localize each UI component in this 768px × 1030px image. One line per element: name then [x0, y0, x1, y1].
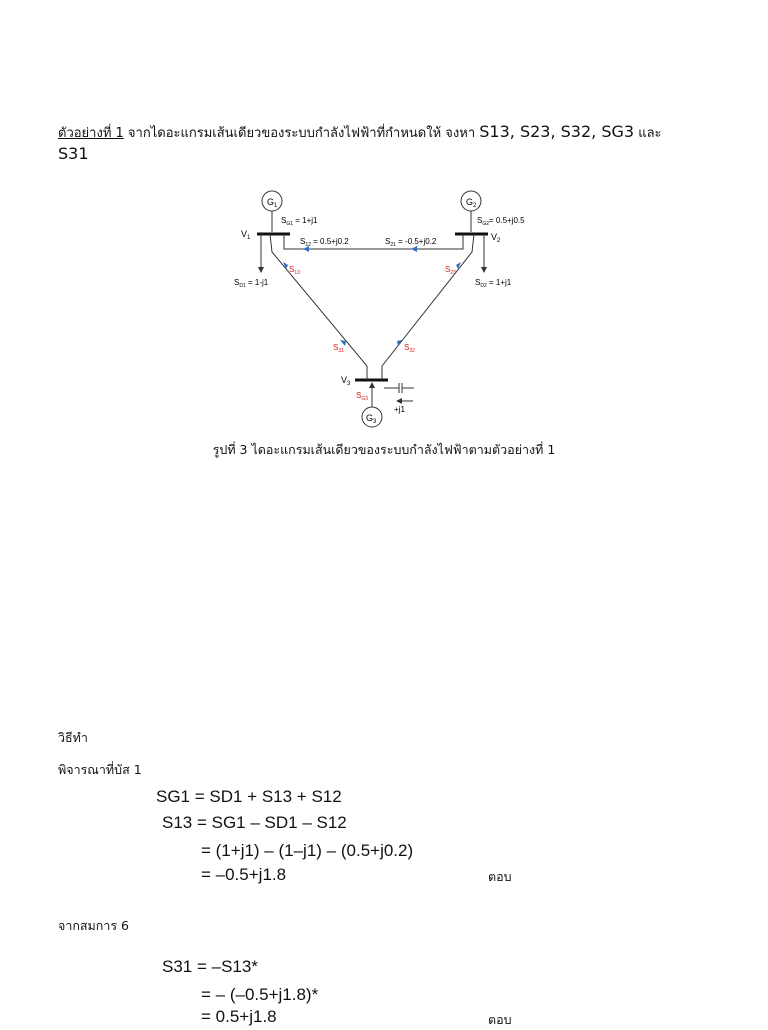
single-line-diagram — [0, 180, 768, 430]
svg-text:G2: $G_2$ — [466, 197, 477, 209]
s21-label: $S_{21} = -0.5+j0.2$ — [385, 237, 437, 248]
s32-label: $S_{32}$ — [404, 343, 415, 354]
generator-g3 — [362, 383, 382, 427]
example-text: จากไดอะแกรมเส้นเดียวของระบบกำลังไฟฟ้าที่กำหนดให้ จงหา — [123, 126, 480, 141]
capacitor — [384, 383, 414, 401]
line-1-3 — [270, 234, 367, 380]
s31-label: $S_{31}$ — [333, 343, 344, 354]
equation-3: = (1+j1) – (1–j1) – (0.5+j0.2) — [201, 841, 414, 860]
sg2-label: $S_{G2}= 0.5+j0.5$ — [477, 216, 525, 227]
sd2-label: $S_{D2} = 1+j1$ — [475, 278, 512, 289]
bus1-heading: พิจารณาที่บัส 1 — [58, 762, 142, 777]
sg3-label: $S_{G3}$ — [356, 391, 369, 402]
bus-2-label: $V_2$ — [491, 232, 501, 244]
from-equation-label: จากสมการ 6 — [58, 918, 130, 933]
capacitor-label: +j1 — [394, 405, 405, 414]
equation-6: = – (–0.5+j1.8)* — [201, 985, 319, 1004]
svg-text:G1: $G_1$ — [267, 197, 278, 209]
arrow-s32 — [397, 340, 402, 346]
equation-1: SG1 = SD1 + S13 + S12 — [156, 787, 342, 806]
equation-2: S13 = SG1 – SD1 – S12 — [162, 813, 347, 832]
example-label: ตัวอย่างที่ 1 — [58, 126, 124, 141]
line-2-3 — [382, 234, 474, 380]
s23-label: $S_{23}$ — [445, 265, 456, 276]
equation-7: = 0.5+j1.8 — [201, 1007, 277, 1026]
example-targets: S13, S23, S32, SG3 — [479, 122, 635, 141]
s13-label: $S_{13}$ — [289, 265, 300, 276]
solution-title: วิธีทำ — [58, 730, 88, 745]
arrow-s21 — [411, 246, 417, 252]
s12-label: $S_{12} = 0.5+j0.2$ — [300, 237, 349, 248]
equation-4: = –0.5+j1.8 — [201, 865, 287, 884]
arrow-s31 — [340, 340, 346, 346]
answer-label-1: ตอบ — [488, 869, 512, 884]
sd1-label: $S_{D1} = 1-j1$ — [234, 278, 269, 289]
answer-label-2: ตอบ — [488, 1012, 512, 1027]
generator-g2 — [461, 191, 481, 232]
generator-g1 — [262, 191, 282, 232]
figure-caption: รูปที่ 3 ไดอะแกรมเส้นเดียวของระบบกำลังไฟฟ้าตามตัวอย่างที่ 1 — [212, 442, 556, 457]
arrow-s23 — [456, 262, 461, 269]
equation-5: S31 = –S13* — [162, 957, 258, 976]
example-heading — [58, 122, 738, 164]
example-and: และ — [634, 126, 662, 141]
svg-text:G3: $G_3$ — [366, 413, 377, 425]
sg1-label: $S_{G1} = 1+j1$ — [281, 216, 318, 227]
bus-1-label: $V_1$ — [241, 229, 251, 241]
bus-3-label: $V_3$ — [341, 375, 351, 387]
example-target-s31: S31 — [58, 144, 89, 163]
